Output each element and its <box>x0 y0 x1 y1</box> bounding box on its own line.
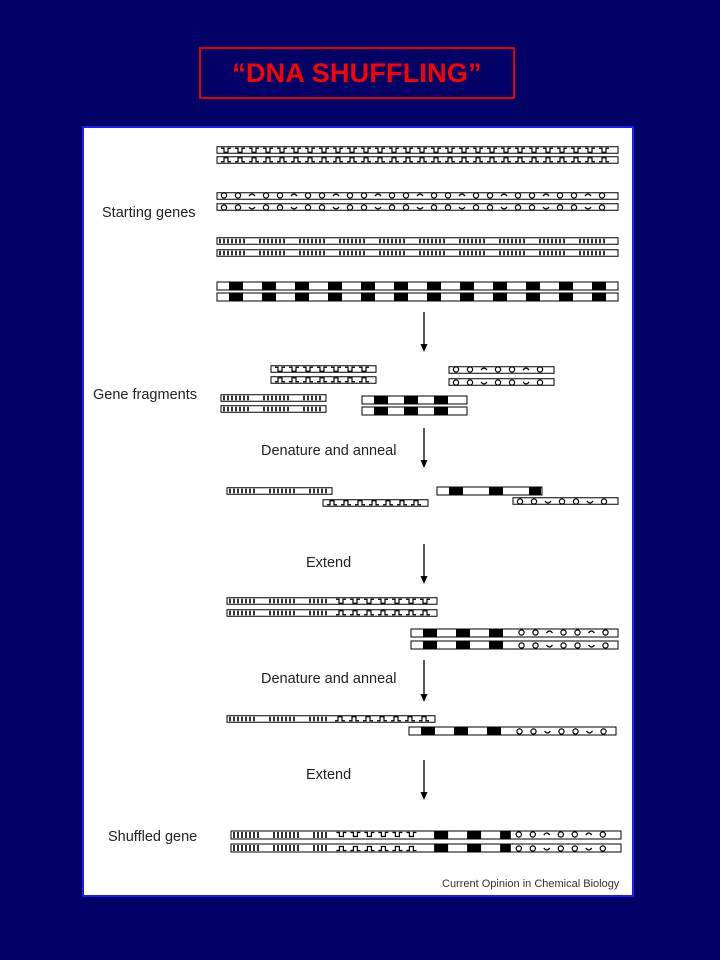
strand-outline <box>217 293 618 301</box>
block <box>394 294 408 301</box>
dna-strand <box>221 395 326 402</box>
dna-strand <box>217 293 618 301</box>
block <box>423 630 437 637</box>
strand-segment <box>421 728 501 735</box>
dna-strands <box>217 147 621 852</box>
block <box>559 283 573 290</box>
dna-strand <box>513 498 618 505</box>
label-denature-anneal-2: Denature and anneal <box>261 671 397 687</box>
dna-strand <box>227 488 332 495</box>
block <box>262 294 276 301</box>
strand-outline <box>227 598 437 605</box>
block <box>434 832 448 839</box>
block <box>467 832 481 839</box>
strand-segment <box>374 408 448 415</box>
strand-segment <box>423 642 503 649</box>
dna-strand <box>411 641 618 649</box>
block <box>487 728 501 735</box>
figure-credit: Current Opinion in Chemical Biology <box>442 878 620 890</box>
block <box>526 283 540 290</box>
block <box>404 408 418 415</box>
dna-strand <box>217 250 618 257</box>
dna-strand <box>217 204 618 211</box>
block <box>460 283 474 290</box>
block <box>374 397 388 404</box>
block <box>592 294 606 301</box>
block <box>404 397 418 404</box>
block <box>229 294 243 301</box>
dna-strand <box>217 193 618 200</box>
dna-strand <box>217 238 618 245</box>
dna-strand <box>409 727 616 735</box>
block <box>454 728 468 735</box>
label-gene-fragments: Gene fragments <box>93 387 197 403</box>
dna-shuffling-diagram <box>84 128 636 899</box>
block <box>361 283 375 290</box>
strand-outline <box>409 727 616 735</box>
block <box>427 294 441 301</box>
down-arrow <box>421 428 428 468</box>
strand-outline <box>217 282 618 290</box>
block <box>374 408 388 415</box>
dna-strand <box>437 487 542 495</box>
dna-strand <box>362 407 467 415</box>
dna-strand <box>231 844 621 852</box>
block <box>489 642 503 649</box>
block <box>434 397 448 404</box>
label-starting-genes: Starting genes <box>102 205 196 221</box>
figure-panel <box>82 126 634 897</box>
block <box>500 845 511 852</box>
down-arrow <box>421 660 428 702</box>
block <box>394 283 408 290</box>
block <box>493 294 507 301</box>
block <box>489 488 503 495</box>
block <box>229 283 243 290</box>
dna-strand <box>449 379 554 386</box>
block <box>427 283 441 290</box>
slide-title: “DNA SHUFFLING” <box>232 57 482 88</box>
strand-outline <box>411 629 618 637</box>
block <box>449 488 463 495</box>
label-extend-2: Extend <box>306 767 352 783</box>
strand-outline <box>227 716 435 723</box>
arrow-head <box>421 792 428 800</box>
block <box>456 642 470 649</box>
title-box <box>199 47 515 99</box>
arrow-head <box>421 694 428 702</box>
strand-outline <box>217 238 618 245</box>
strand-outline <box>217 250 618 257</box>
dna-strand <box>449 367 554 374</box>
strand-outline <box>227 610 437 617</box>
arrow-head <box>421 576 428 584</box>
dna-strand <box>362 396 467 404</box>
block <box>526 294 540 301</box>
block <box>559 294 573 301</box>
arrow-head <box>421 344 428 352</box>
dna-strand <box>231 831 621 839</box>
label-shuffled-gene: Shuffled gene <box>108 829 198 845</box>
arrow-head <box>421 460 428 468</box>
block <box>328 294 342 301</box>
down-arrow <box>421 312 428 352</box>
block <box>456 630 470 637</box>
block <box>262 283 276 290</box>
block <box>423 642 437 649</box>
down-arrow <box>421 760 428 800</box>
block <box>500 832 511 839</box>
dna-strand <box>271 377 376 384</box>
block <box>489 630 503 637</box>
block <box>493 283 507 290</box>
label-extend-1: Extend <box>306 555 352 571</box>
dna-strand <box>217 147 618 154</box>
dna-strand <box>271 366 376 373</box>
dna-strand <box>227 716 435 723</box>
block <box>467 845 481 852</box>
block <box>529 488 541 495</box>
strand-segment <box>374 397 448 404</box>
block <box>295 283 309 290</box>
block <box>592 283 606 290</box>
block <box>328 283 342 290</box>
block <box>295 294 309 301</box>
block <box>434 845 448 852</box>
dna-strand <box>227 598 437 605</box>
dna-strand <box>323 500 428 507</box>
block <box>361 294 375 301</box>
dna-strand <box>217 157 618 164</box>
block <box>460 294 474 301</box>
block <box>434 408 448 415</box>
block <box>421 728 435 735</box>
dna-strand <box>221 406 326 413</box>
dna-strand <box>411 629 618 637</box>
strand-segment <box>423 630 503 637</box>
dna-strand <box>217 282 618 290</box>
label-denature-anneal-1: Denature and anneal <box>261 443 397 459</box>
down-arrow <box>421 544 428 584</box>
dna-strand <box>227 610 437 617</box>
strand-outline <box>411 641 618 649</box>
